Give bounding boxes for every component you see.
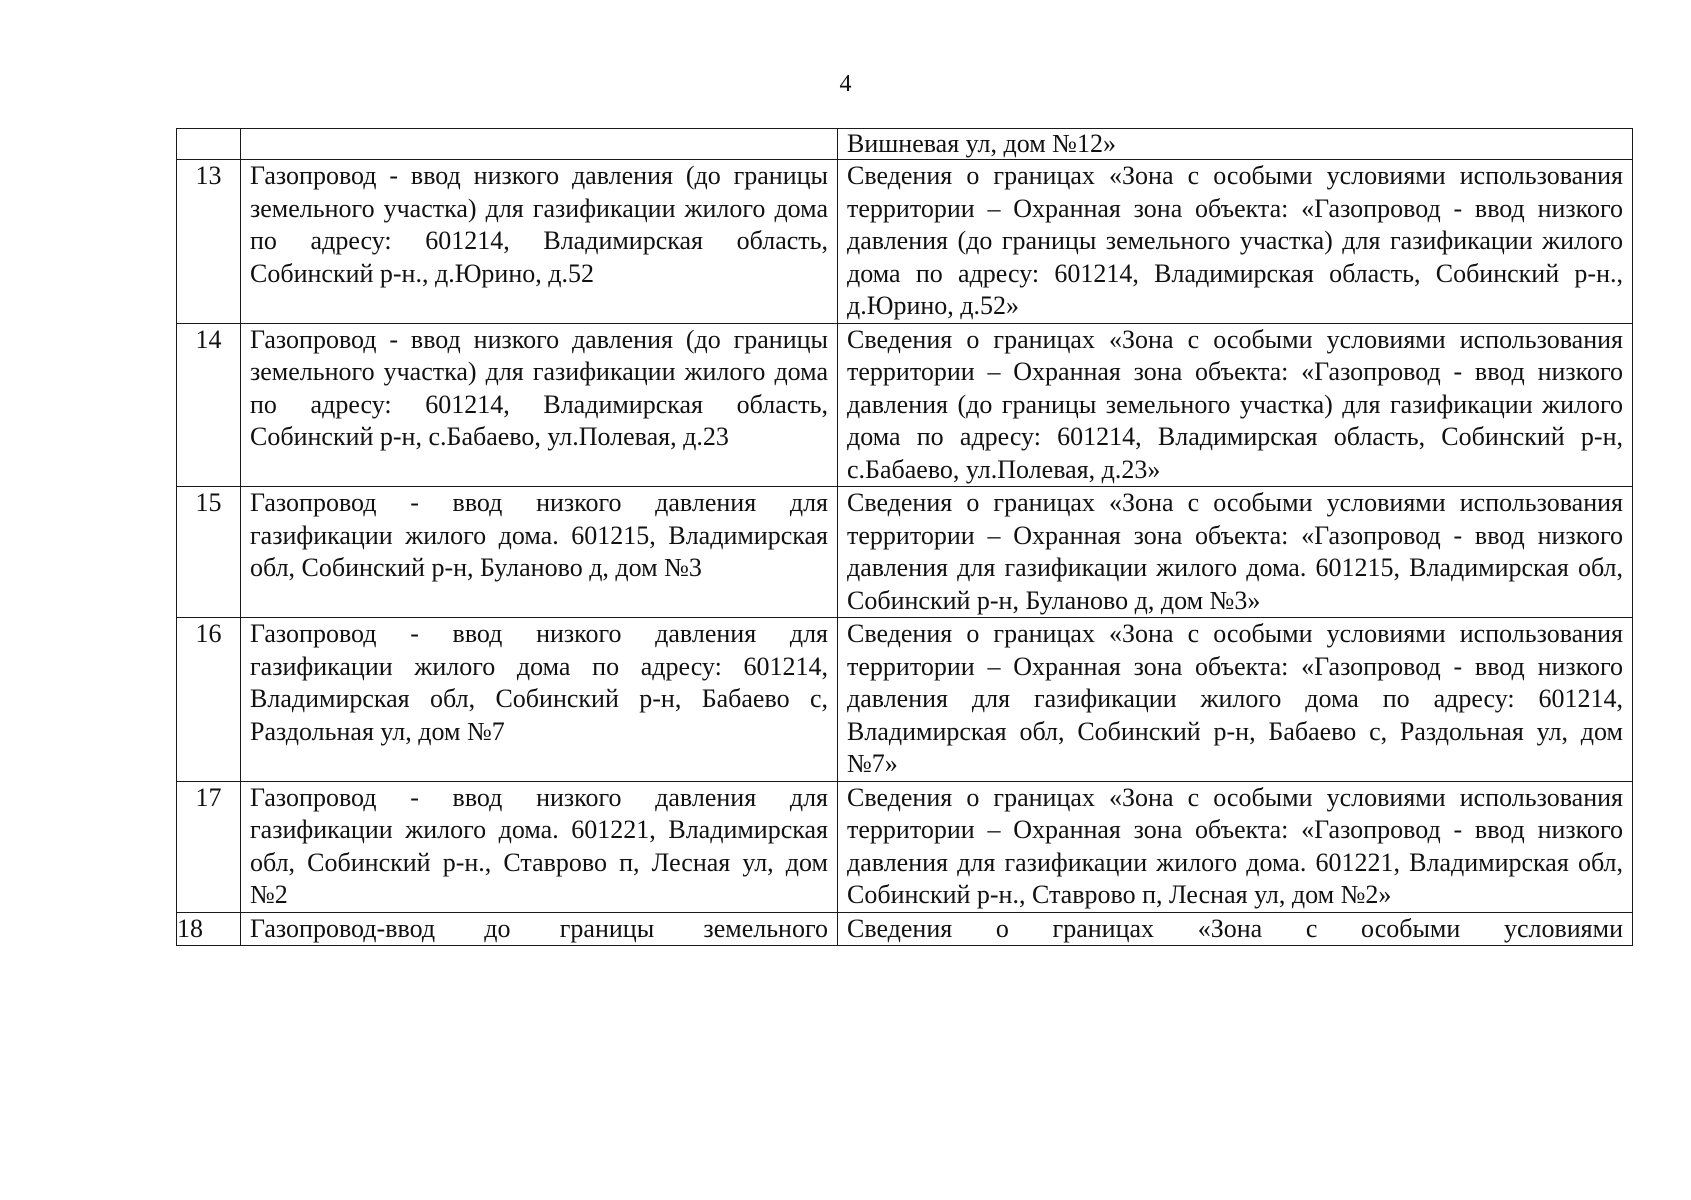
table-row xyxy=(177,323,1633,487)
row-number: 14 xyxy=(177,323,241,487)
info-cell: Сведения о границах «Зона с особыми условиями использования территории – Охранная зона объекта: «Газопровод - ввод низкого давления (до границы земельного участка) для газификации жилого дома по адресу: 601214, Владимирская область, Собинский р-н., д.Юрино, д.52» xyxy=(838,160,1633,324)
table-row xyxy=(177,618,1633,782)
object-cell: Газопровод - ввод низкого давления (до границы земельного участка) для газификации жилого дома по адресу: 601214, Владимирская область, Собинский р-н, с.Бабаево, ул.Полевая, д.23 xyxy=(241,323,838,487)
row-number: 18 xyxy=(177,912,241,946)
info-cell-text: Сведения о границах «Зона с особыми условиями xyxy=(847,913,1623,943)
object-cell-text: Газопровод-ввод до границы земельного xyxy=(250,913,828,943)
table-row-cut xyxy=(177,912,1633,946)
row-number xyxy=(177,129,241,160)
table-row xyxy=(177,781,1633,912)
row-number: 17 xyxy=(177,781,241,912)
info-cell: Вишневая ул, дом №12» xyxy=(838,129,1633,160)
info-cell: Сведения о границах «Зона с особыми условиями использования территории – Охранная зона объекта: «Газопровод - ввод низкого давления (до границы земельного участка) для газификации жилого дома по адресу: 601214, Владимирская область, Собинский р-н, с.Бабаево, ул.Полевая, д.23» xyxy=(838,323,1633,487)
info-cell xyxy=(838,912,1633,946)
info-cell: Сведения о границах «Зона с особыми условиями использования территории – Охранная зона объекта: «Газопровод - ввод низкого давления для газификации жилого дома по адресу: 601214, Владимирская обл, Собинский р-н, Бабаево с, Раздольная ул, дом №7» xyxy=(838,618,1633,782)
info-cell: Сведения о границах «Зона с особыми условиями использования территории – Охранная зона объекта: «Газопровод - ввод низкого давления для газификации жилого дома. 601215, Владимирская обл, Собинский р-н, Буланово д, дом №3» xyxy=(838,487,1633,618)
object-cell xyxy=(241,912,838,946)
object-cell: Газопровод - ввод низкого давления для газификации жилого дома по адресу: 601214, Владимирская обл, Собинский р-н, Бабаево с, Раздольная ул, дом №7 xyxy=(241,618,838,782)
page-number: 4 xyxy=(839,71,852,97)
object-cell xyxy=(241,129,838,160)
object-cell: Газопровод - ввод низкого давления (до границы земельного участка) для газификации жилого дома по адресу: 601214, Владимирская область, Собинский р-н., д.Юрино, д.52 xyxy=(241,160,838,324)
object-cell: Газопровод - ввод низкого давления для газификации жилого дома. 601215, Владимирская обл, Собинский р-н, Буланово д, дом №3 xyxy=(241,487,838,618)
object-cell: Газопровод - ввод низкого давления для газификации жилого дома. 601221, Владимирская обл, Собинский р-н., Ставрово п, Лесная ул, дом №2 xyxy=(241,781,838,912)
row-number: 16 xyxy=(177,618,241,782)
table-row xyxy=(177,160,1633,324)
table-row xyxy=(177,487,1633,618)
zones-table xyxy=(176,128,1633,946)
row-number: 15 xyxy=(177,487,241,618)
info-cell: Сведения о границах «Зона с особыми условиями использования территории – Охранная зона объекта: «Газопровод - ввод низкого давления для газификации жилого дома. 601221, Владимирская обл, Собинский р-н., Ставрово п, Лесная ул, дом №2» xyxy=(838,781,1633,912)
continuation-row xyxy=(177,129,1633,160)
row-number: 13 xyxy=(177,160,241,324)
